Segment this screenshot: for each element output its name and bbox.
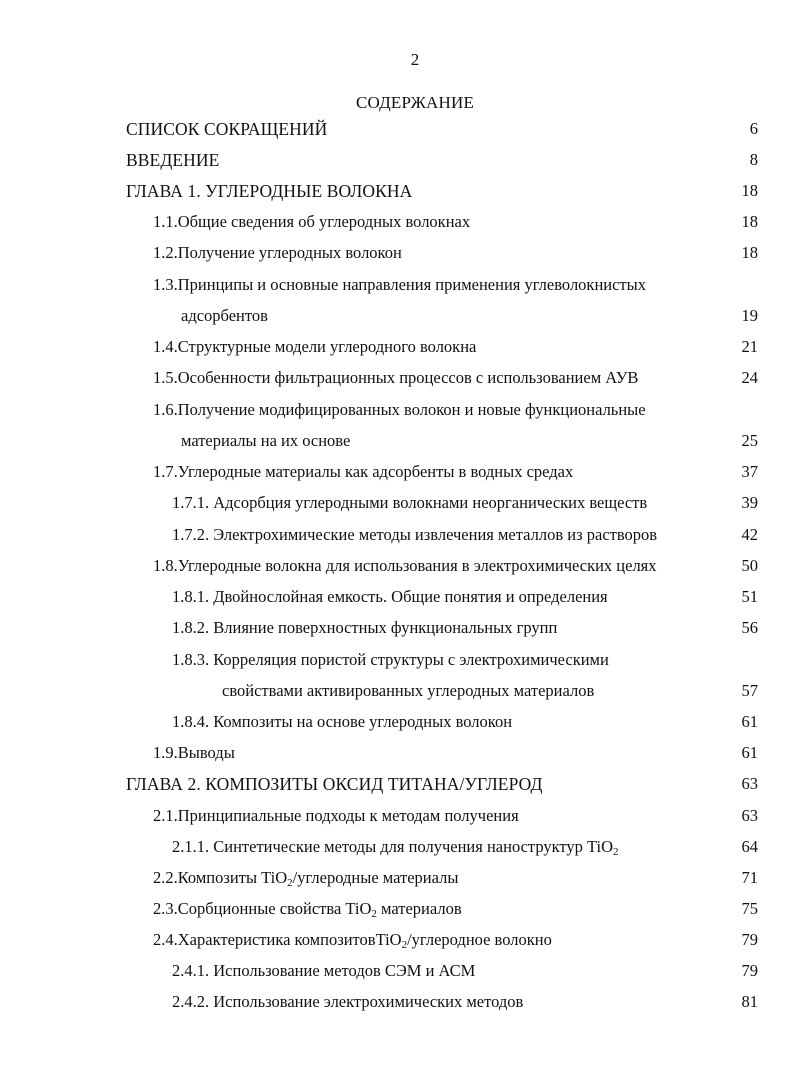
toc-page-number: 75	[741, 899, 758, 918]
toc-entry-section: 1.1.Общие сведения об углеродных волокнах	[153, 212, 471, 231]
toc-page-number: 79	[741, 930, 758, 949]
toc-entry-continuation: свойствами активированных углеродных материалов	[222, 681, 595, 700]
toc-entry-section: 2.1.Принципиальные подходы к методам получения	[153, 806, 519, 825]
toc-page-number: 42	[741, 525, 758, 544]
toc-page-number: 81	[741, 992, 758, 1011]
page-number: 2	[410, 50, 420, 69]
toc-entry-subsection: 1.7.1. Адсорбция углеродными волокнами неорганических веществ	[172, 493, 648, 512]
toc-entry-subsection: 2.4.2. Использование электрохимических методов	[172, 992, 524, 1011]
toc-entry-chapter-2: ГЛАВА 2. КОМПОЗИТЫ ОКСИД ТИТАНА/УГЛЕРОД	[126, 774, 543, 794]
toc-page-number: 61	[741, 712, 758, 731]
toc-page-number: 71	[741, 868, 758, 887]
toc-page-number: 39	[741, 493, 758, 512]
toc-page-number: 25	[741, 431, 758, 450]
toc-entry-section: 1.2.Получение углеродных волокон	[153, 243, 402, 262]
toc-entry-subsection: 1.8.3. Корреляция пористой структуры с электрохимическими	[172, 650, 609, 669]
toc-entry-subsection: 1.8.2. Влияние поверхностных функциональных групп	[172, 618, 558, 637]
toc-entry-section: 1.7.Углеродные материалы как адсорбенты в водных средах	[153, 462, 574, 481]
toc-page-number: 57	[741, 681, 758, 700]
toc-entry-continuation: адсорбентов	[181, 306, 268, 325]
toc-page-number: 21	[741, 337, 758, 356]
toc-page-number: 18	[741, 181, 758, 200]
toc-page-number: 61	[741, 743, 758, 762]
toc-entry-section: 1.8.Углеродные волокна для использования в электрохимических целях	[153, 556, 657, 575]
toc-entry-subsection: 2.4.1. Использование методов СЭМ и АСМ	[172, 961, 476, 980]
toc-page-number: 63	[741, 806, 758, 825]
toc-page-number: 79	[741, 961, 758, 980]
toc-page-number: 51	[741, 587, 758, 606]
toc-page-number: 18	[741, 212, 758, 231]
toc-entry-section: 1.6.Получение модифицированных волокон и новые функциональные	[153, 400, 646, 419]
toc-page-number: 56	[741, 618, 758, 637]
toc-page-number: 19	[741, 306, 758, 325]
toc-entry-section: 2.2.Композиты TiO$_2$/углеродные материалы	[153, 868, 459, 889]
toc-entry-section: 2.3.Сорбционные свойства TiO$_2$ материалов	[153, 899, 462, 920]
toc-page-number: 8	[749, 150, 758, 169]
toc-entry-abbreviations: СПИСОК СОКРАЩЕНИЙ	[126, 119, 328, 139]
toc-page-number: 63	[741, 774, 758, 793]
toc-title: СОДЕРЖАНИЕ	[355, 93, 475, 112]
toc-entry-section: 1.5.Особенности фильтрационных процессов с использованием АУВ	[153, 368, 639, 387]
toc-entry-introduction: ВВЕДЕНИЕ	[126, 150, 220, 170]
toc-entry-subsection: 1.8.1. Двойнослойная емкость. Общие понятия и определения	[172, 587, 608, 606]
toc-page-number: 18	[741, 243, 758, 262]
toc-page-number: 64	[741, 837, 758, 856]
toc-entry-section: 1.3.Принципы и основные направления применения углеволокнистых	[153, 275, 646, 294]
toc-entry-chapter-1: ГЛАВА 1. УГЛЕРОДНЫЕ ВОЛОКНА	[126, 181, 413, 201]
toc-page-number: 50	[741, 556, 758, 575]
toc-entry-section: 1.4.Структурные модели углеродного волокна	[153, 337, 477, 356]
toc-entry-subsection: 1.8.4. Композиты на основе углеродных волокон	[172, 712, 513, 731]
toc-entry-subsection: 2.1.1. Синтетические методы для получения наноструктур TiO$_2$	[172, 837, 619, 858]
toc-page-number: 6	[749, 119, 758, 138]
toc-entry-subsection: 1.7.2. Электрохимические методы извлечения металлов из растворов	[172, 525, 658, 544]
toc-page-number: 24	[741, 368, 758, 387]
toc-page-number: 37	[741, 462, 758, 481]
toc-entry-section: 1.9.Выводы	[153, 743, 235, 762]
toc-entry-section: 2.4.Характеристика композитовTiO$_2$/углеродное волокно	[153, 930, 552, 951]
toc-entry-continuation: материалы на их основе	[181, 431, 351, 450]
